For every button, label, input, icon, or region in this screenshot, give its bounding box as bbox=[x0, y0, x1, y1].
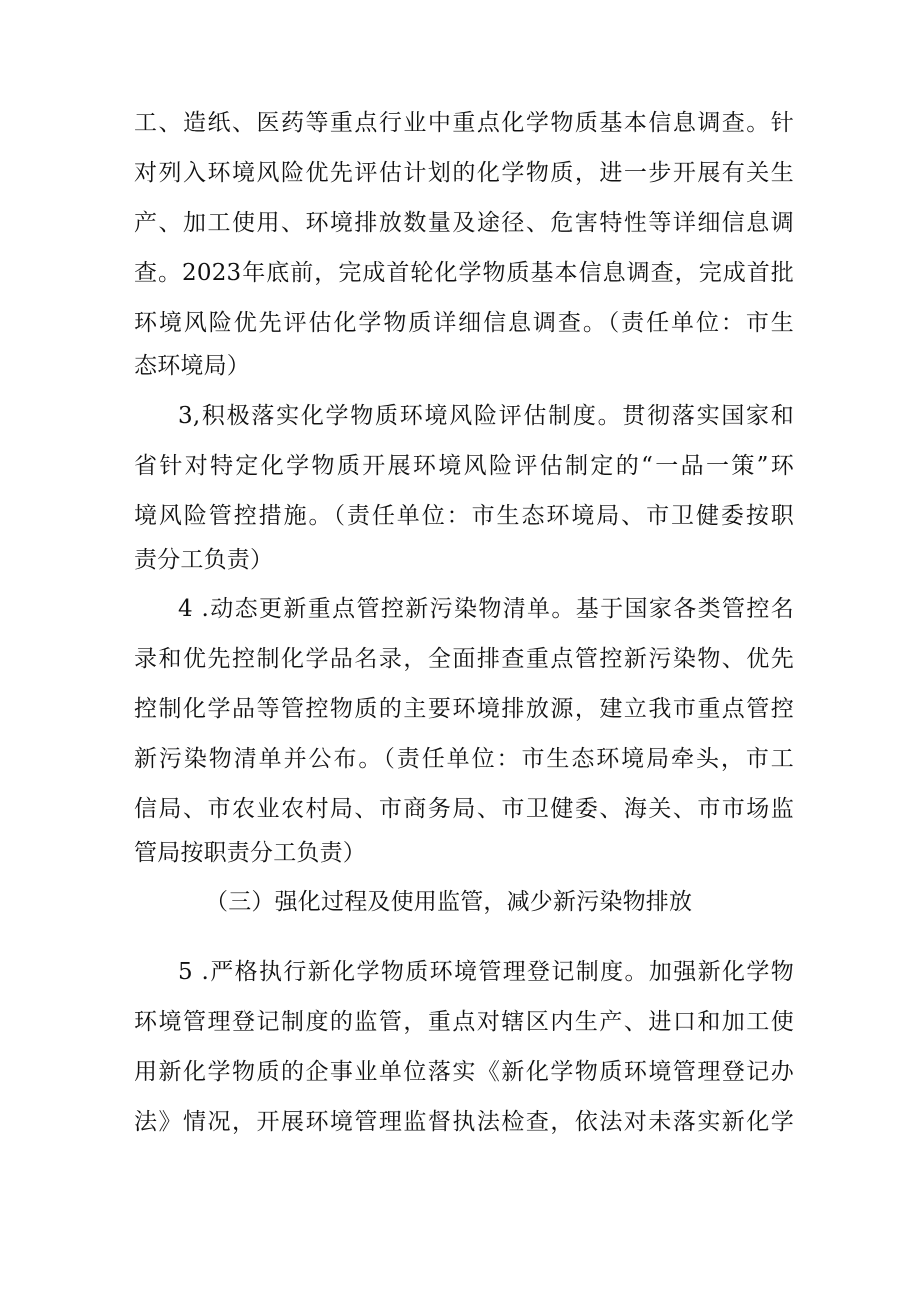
section-heading: （三）强化过程及使用监管，减少新污染物排放 bbox=[205, 889, 693, 915]
paragraph-line: 4 .动态更新重点管控新污染物清单。基于国家各类管控名 bbox=[178, 596, 794, 622]
paragraph-line: 产、加工使用、环境排放数量及途径、危害特性等详细信息调 bbox=[134, 210, 794, 236]
paragraph-line: 查。2023年底前，完成首轮化学物质基本信息调查，完成首批 bbox=[134, 260, 794, 286]
paragraph-line: 信局、市农业农村局、市商务局、市卫健委、海关、市市场监 bbox=[134, 796, 794, 822]
paragraph-line: 省针对特定化学物质开展环境风险评估制定的“一品一策”环 bbox=[134, 453, 794, 479]
paragraph-line: 环境管理登记制度的监管，重点对辖区内生产、进口和加工使 bbox=[134, 1009, 794, 1035]
paragraph-line: 管局按职责分工负责） bbox=[134, 840, 366, 866]
paragraph-line: 境风险管控措施。（责任单位：市生态环境局、市卫健委按职 bbox=[134, 503, 794, 529]
paragraph-line: 3,积极落实化学物质环境风险评估制度。贯彻落实国家和 bbox=[178, 403, 794, 429]
paragraph-line: 态环境局） bbox=[134, 353, 250, 379]
paragraph-line: 用新化学物质的企事业单位落实《新化学物质环境管理登记办 bbox=[134, 1059, 794, 1085]
paragraph-line: 对列入环境风险优先评估计划的化学物质，进一步开展有关生 bbox=[134, 160, 794, 186]
paragraph-line: 环境风险优先评估化学物质详细信息调查。（责任单位：市生 bbox=[134, 310, 794, 336]
paragraph-line: 控制化学品等管控物质的主要环境排放源，建立我市重点管控 bbox=[134, 696, 794, 722]
paragraph-line: 5 .严格执行新化学物质环境管理登记制度。加强新化学物 bbox=[178, 959, 794, 985]
paragraph-line: 新污染物清单并公布。（责任单位：市生态环境局牵头，市工 bbox=[134, 746, 794, 772]
paragraph-line: 工、造纸、医药等重点行业中重点化学物质基本信息调查。针 bbox=[134, 110, 794, 136]
paragraph-line: 法》情况，开展环境管理监督执法检查，依法对未落实新化学 bbox=[134, 1109, 794, 1135]
paragraph-line: 录和优先控制化学品名录，全面排查重点管控新污染物、优先 bbox=[134, 646, 794, 672]
paragraph-line: 责分工负责） bbox=[134, 547, 274, 573]
